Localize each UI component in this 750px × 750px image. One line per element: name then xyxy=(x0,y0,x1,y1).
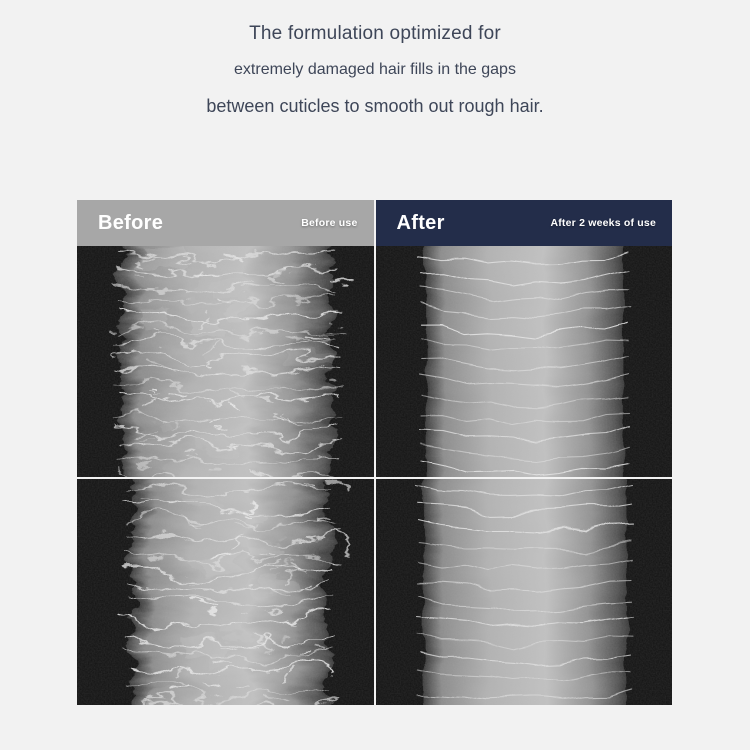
heading xyxy=(0,22,750,117)
heading-line-2: extremely damaged hair fills in the gaps xyxy=(234,61,516,78)
after-column xyxy=(376,200,673,705)
before-use-badge: Before use xyxy=(301,217,358,229)
sem-image-after-bottom xyxy=(376,479,673,705)
heading-line-3: between cuticles to smooth out rough hair. xyxy=(206,96,544,116)
sem-image-after-top xyxy=(376,246,673,477)
after-use-badge: After 2 weeks of use xyxy=(550,217,656,229)
before-title: Before xyxy=(98,211,164,234)
before-header xyxy=(77,200,374,246)
before-column xyxy=(77,200,374,705)
heading-line-1: The formulation optimized for xyxy=(249,23,501,44)
before-after-comparison xyxy=(77,200,672,705)
after-header xyxy=(376,200,673,246)
after-title: After xyxy=(396,211,445,234)
sem-image-before-bottom xyxy=(77,479,374,705)
sem-image-before-top xyxy=(77,246,374,477)
